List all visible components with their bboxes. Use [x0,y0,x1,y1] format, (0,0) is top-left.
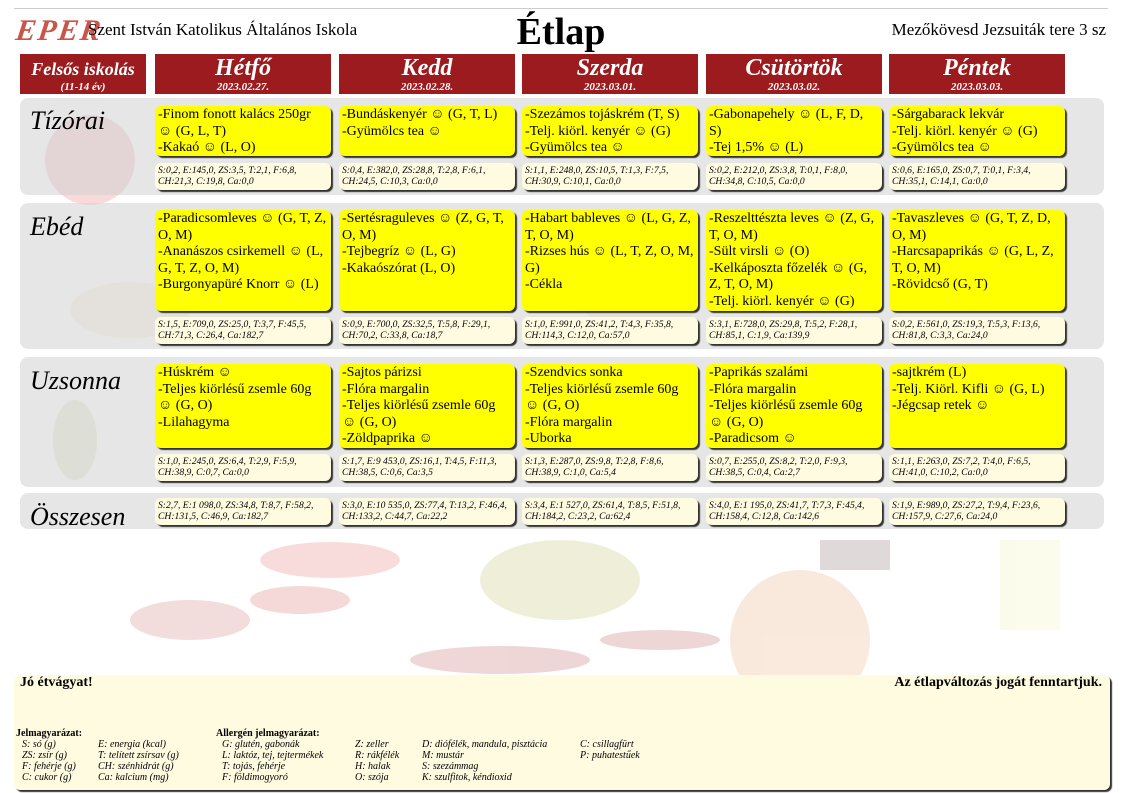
day-header-monday [155,54,331,94]
category-label: Felsős iskolás [31,59,135,79]
menu-cell [706,364,882,448]
menu-item: -Tejbegríz ☺ (L, G) [342,244,456,259]
legend-title: Jelmagyarázat: [16,728,83,739]
menu-item: -Kelkáposzta főzelék ☺ (G, Z, T, O, M) [709,260,868,292]
day-header-wednesday [522,54,698,94]
menu-item: -Cékla [525,277,563,292]
menu-item: -Paradicsom ☺ [709,431,797,446]
legend-entry: F: fehérje (g) [22,761,76,772]
menu-item: -Szezámos tojáskrém (T, S) [525,107,680,122]
day-header-thursday [706,54,882,94]
menu-item: -Tavaszleves ☺ (G, T, Z, D, O, M) [892,211,1051,243]
change-notice: Az étlapváltozás jogát fenntartjuk. [894,675,1102,690]
allergen-entry: R: rákfélék [355,750,400,761]
menu-item: -Flóra margalin [525,414,613,430]
menu-item: -Gabonapehely ☺ (L, F, D, S) [709,107,864,139]
menu-item: -Gyümölcs tea ☺ [892,140,992,155]
menu-cell [706,106,882,156]
menu-item: -Tej 1,5% ☺ (L) [709,140,804,155]
allergen-entry: G: glutén, gabonák [222,739,300,750]
total-nutrition: S:1,9, E:989,0, ZS:27,2, T:9,4, F:23,6, CH:157,9, C:27,6, Ca:24,0 [889,498,1065,525]
menu-cell [522,106,698,156]
allergen-title: Allergén jelmagyarázat: [216,728,320,739]
menu-item: -Zöldpaprika ☺ [342,431,433,446]
menu-item: -Kakaó ☺ (L, O) [158,140,256,155]
meal-label-tizorai: Tízórai [30,106,106,135]
category-age: (11-14 év) [60,81,106,93]
day-name: Kedd [401,55,453,81]
menu-item: -Gyümölcs tea ☺ [342,123,442,139]
allergen-entry: D: diófélék, mandula, pisztácia [422,739,548,750]
menu-item: -Teljes kiörlésű zsemle 60g ☺ (G, O) [525,381,679,413]
nutrition-info: S:1,1, E:248,0, ZS:10,5, T:1,3, F:7,5, CH:30,9, C:10,1, Ca:0,0 [522,163,698,190]
menu-item: -Sárgabarack lekvár [892,107,1005,122]
day-date: 2023.03.03. [950,81,1004,93]
menu-item: -Telj. Kiörl. Kifli ☺ (G, L) [892,381,1045,397]
greeting: Jó étvágyat! [20,675,93,690]
legend-entry: S: só (g) [22,739,56,750]
nutrition-info: S:1,5, E:709,0, ZS:25,0, T:3,7, F:45,5, CH:71,3, C:26,4, Ca:182,7 [155,317,331,344]
allergen-entry: P: puhatestűek [580,750,640,761]
nutrition-info: S:0,6, E:165,0, ZS:0,7, T:0,1, F:3,4, CH:35,1, C:14,1, Ca:0,0 [889,163,1065,190]
day-name: Szerda [576,55,644,81]
legend-entry: E: energia (kcal) [98,739,166,750]
menu-item: -Lilahagyma [158,414,230,430]
menu-cell [889,210,1065,311]
menu-item: -Sertésraguleves ☺ (Z, G, T, O, M) [342,211,504,243]
menu-item: -Harcsapaprikás ☺ (G, L, Z, T, O, M) [892,244,1054,276]
menu-item: -Gyümölcs tea ☺ [525,140,625,155]
menu-item: -Kakaószórat (L, O) [342,260,456,276]
menu-cell [155,210,331,311]
menu-item: -Telj. kiörl. kenyér ☺ (G) [525,123,671,139]
allergen-entry: C: csillagfürt [580,739,634,750]
menu-item: -Sült virsli ☺ (O) [709,244,810,259]
menu-item: -Uborka [525,431,572,446]
day-header-friday [889,54,1065,94]
legend-entry: CH: szénhidrát (g) [98,761,174,772]
day-name: Hétfő [215,55,271,81]
menu-item: -Burgonyapüré Knorr ☺ (L) [158,277,319,292]
total-nutrition: S:3,0, E:10 535,0, ZS:77,4, T:13,2, F:46,4, CH:133,2, C:44,7, Ca:22,2 [339,498,515,525]
menu-item: -Flóra margalin [709,381,797,397]
menu-item: -Paradicsomleves ☺ (G, T, Z, O, M) [158,211,327,243]
allergen-col-2 [355,739,399,783]
menu-item: -Sajtos párizsi [342,365,422,380]
school-logo: EPER [13,14,105,47]
nutrition-info: S:0,2, E:212,0, ZS:3,8, T:0,1, F:8,0, CH:34,8, C:10,5, Ca:0,0 [706,163,882,190]
allergen-col-4 [580,739,640,761]
menu-item: -Ananászos csirkemell ☺ (L, G, T, Z, O, M) [158,244,324,276]
day-name: Csütörtök [745,55,843,81]
menu-item: -Húskrém ☺ [158,365,232,380]
legend-col-1 [22,739,76,783]
day-date: 2023.03.02. [767,81,821,93]
menu-cell [339,106,515,156]
menu-item: -Teljes kiörlésű zsemle 60g ☺ (G, O) [342,398,496,430]
top-rule [14,8,1108,9]
day-date: 2023.02.27. [216,81,270,93]
nutrition-info: S:0,7, E:255,0, ZS:8,2, T:2,0, F:9,3, CH:38,5, C:0,4, Ca:2,7 [706,454,882,481]
menu-item: -Jégcsap retek ☺ [892,398,990,413]
page-title: Étlap [516,11,606,53]
meal-label-osszesen: Összesen [30,502,126,531]
allergen-entry: H: halak [355,761,391,772]
menu-cell [522,364,698,448]
school-name: Szent István Katolikus Általános Iskola [88,20,358,39]
allergen-col-1 [222,739,323,783]
nutrition-info: S:0,2, E:561,0, ZS:19,3, T:5,3, F:13,6, CH:81,8, C:3,3, Ca:24,0 [889,317,1065,344]
menu-item: -Teljes kiörlésű zsemle 60g ☺ (G, O) [709,398,863,430]
menu-item: -Reszelttészta leves ☺ (Z, G, T, O, M) [709,211,875,243]
nutrition-info: S:1,1, E:263,0, ZS:7,2, T:4,0, F:6,5, CH:41,0, C:10,2, Ca:0,0 [889,454,1065,481]
menu-item: -sajtkrém (L) [892,365,967,380]
allergen-entry: O: szója [355,772,389,783]
menu-item: -Szendvics sonka [525,365,623,380]
menu-cell [889,106,1065,156]
nutrition-info: S:0,9, E:700,0, ZS:32,5, T:5,8, F:29,1, CH:70,2, C:33,8, Ca:18,7 [339,317,515,344]
nutrition-info: S:3,1, E:728,0, ZS:29,8, T:5,2, F:28,1, CH:85,1, C:1,9, Ca:139,9 [706,317,882,344]
menu-cell [339,364,515,448]
meal-label-ebed: Ebéd [30,212,84,241]
nutrition-info: S:1,3, E:287,0, ZS:9,8, T:2,8, F:8,6, CH:38,9, C:1,0, Ca:5,4 [522,454,698,481]
menu-cell [339,210,515,311]
menu-cell [889,364,1065,448]
menu-item: -Bundáskenyér ☺ (G, T, L) [342,107,498,122]
menu-item: -Teljes kiörlésű zsemle 60g ☺ (G, O) [158,381,312,413]
allergen-col-3 [422,739,547,783]
menu-item: -Paprikás szalámi [709,365,809,380]
legend-entry: ZS: zsír (g) [22,750,68,761]
nutrition-info: S:0,2, E:145,0, ZS:3,5, T:2,1, F:6,8, CH:21,3, C:19,8, Ca:0,0 [155,163,331,190]
allergen-entry: T: tojás, fehérje [222,761,286,772]
menu-cell [706,210,882,311]
allergen-entry: L: laktóz, tej, tejtermékek [222,750,324,761]
allergen-entry: F: földimogyoró [222,772,288,783]
allergen-entry: Z: zeller [355,739,389,750]
school-address: Mezőkövesd Jezsuiták tere 3 sz [891,20,1106,39]
day-header-tuesday [339,54,515,94]
legend-entry: T: telített zsírsav (g) [98,750,179,761]
nutrition-info: S:1,0, E:991,0, ZS:41,2, T:4,3, F:35,8, CH:114,3, C:12,0, Ca:57,0 [522,317,698,344]
total-nutrition: S:3,4, E:1 527,0, ZS:61,4, T:8,5, F:51,8, CH:184,2, C:23,2, Ca:62,4 [522,498,698,525]
menu-item: -Rizses hús ☺ (L, T, Z, O, M, G) [525,244,694,276]
allergen-entry: S: szezámmag [422,761,479,772]
menu-cell [155,106,331,156]
legend-col-2 [98,739,179,783]
nutrition-info: S:1,7, E:9 453,0, ZS:16,1, T:4,5, F:11,3, CH:38,5, C:0,6, Ca:3,5 [339,454,515,481]
day-name: Péntek [943,55,1011,81]
menu-item: -Habart bableves ☺ (L, G, Z, T, O, M) [525,211,691,243]
category-header [20,54,146,94]
menu-cell [522,210,698,311]
legend-entry: Ca: kalcium (mg) [98,772,169,783]
allergen-entry: K: szulfitok, kéndioxid [422,772,512,783]
allergen-entry: M: mustár [422,750,464,761]
menu-item: -Flóra margalin [342,381,430,397]
total-nutrition: S:2,7, E:1 098,0, ZS:34,8, T:8,7, F:58,2, CH:131,5, C:46,9, Ca:182,7 [155,498,331,525]
menu-item: -Telj. kiörl. kenyér ☺ (G) [892,123,1038,139]
day-date: 2023.03.01. [583,81,637,93]
menu-item: -Telj. kiörl. kenyér ☺ (G) [709,293,855,309]
day-date: 2023.02.28. [400,81,454,93]
menu-item: -Finom fonott kalács 250gr ☺ (G, L, T) [158,107,311,139]
nutrition-info: S:1,0, E:245,0, ZS:6,4, T:2,9, F:5,9, CH:38,9, C:0,7, Ca:0,0 [155,454,331,481]
menu-cell [155,364,331,448]
menu-item: -Rövidcső (G, T) [892,277,988,292]
meal-label-uzsonna: Uzsonna [30,366,122,395]
nutrition-info: S:0,4, E:382,0, ZS:28,8, T:2,8, F:6,1, CH:24,5, C:10,3, Ca:0,0 [339,163,515,190]
legend-entry: C: cukor (g) [22,772,72,783]
total-nutrition: S:4,0, E:1 195,0, ZS:41,7, T:7,3, F:45,4, CH:158,4, C:12,8, Ca:142,6 [706,498,882,525]
